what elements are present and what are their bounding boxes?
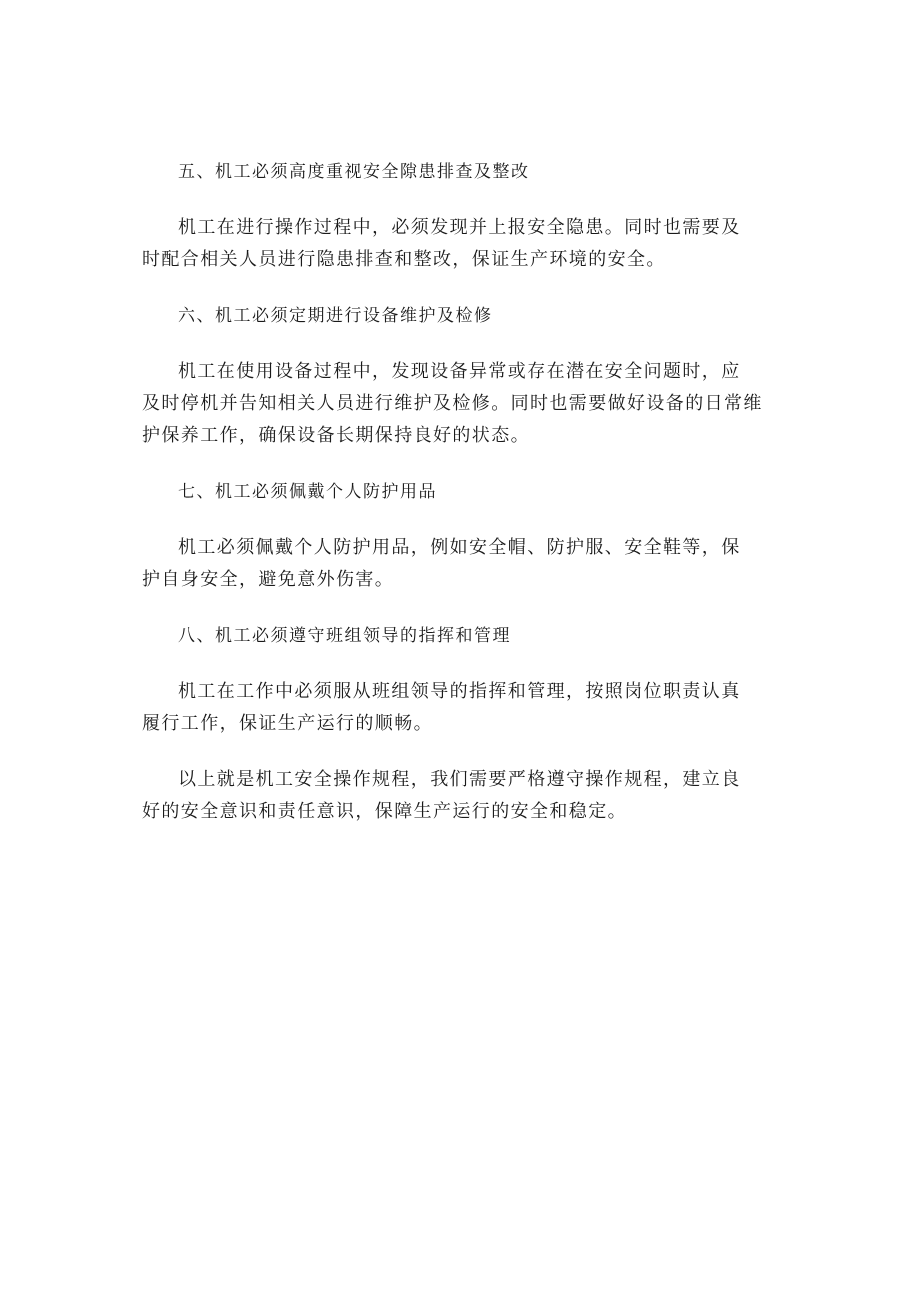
section-paragraph-5 [142,212,768,276]
section-heading-5: 五、机工必须高度重视安全隙患排查及整改 [178,162,530,182]
paragraph-line: 以上就是机工安全操作规程，我们需要严格遵守操作规程，建立良 [178,769,741,790]
paragraph-line: 履行工作，保证生产运行的顺畅。 [142,713,433,734]
section-heading-6: 六、机工必须定期进行设备维护及检修 [178,306,493,326]
section-paragraph-7 [142,532,768,596]
paragraph-line: 时配合相关人员进行隐患排查和整改，保证生产环境的安全。 [142,249,666,270]
paragraph-line: 护自身安全，避免意外伤害。 [142,569,395,590]
paragraph-line: 好的安全意识和责任意识，保障生产运行的安全和稳定。 [142,801,627,822]
section-heading-8: 八、机工必须遵守班组领导的指挥和管理 [178,626,511,646]
document-body [142,156,778,828]
paragraph-line: 护保养工作，确保设备长期保持良好的状态。 [142,425,530,446]
paragraph-line: 机工必须佩戴个人防护用品，例如安全帽、防护服、安全鞋等，保 [178,537,741,558]
paragraph-line: 机工在使用设备过程中，发现设备异常或存在潜在安全问题时，应 [178,361,741,382]
paragraph-line: 及时停机并告知相关人员进行维护及检修。同时也需要做好设备的日常维 [142,393,763,414]
section-heading-7: 七、机工必须佩戴个人防护用品 [178,482,437,502]
paragraph-line: 机工在进行操作过程中，必须发现并上报安全隐患。同时也需要及 [178,217,741,238]
closing-paragraph [142,764,768,828]
section-paragraph-6 [142,356,768,452]
section-paragraph-8 [142,676,768,740]
paragraph-line: 机工在工作中必须服从班组领导的指挥和管理，按照岗位职责认真 [178,681,741,702]
